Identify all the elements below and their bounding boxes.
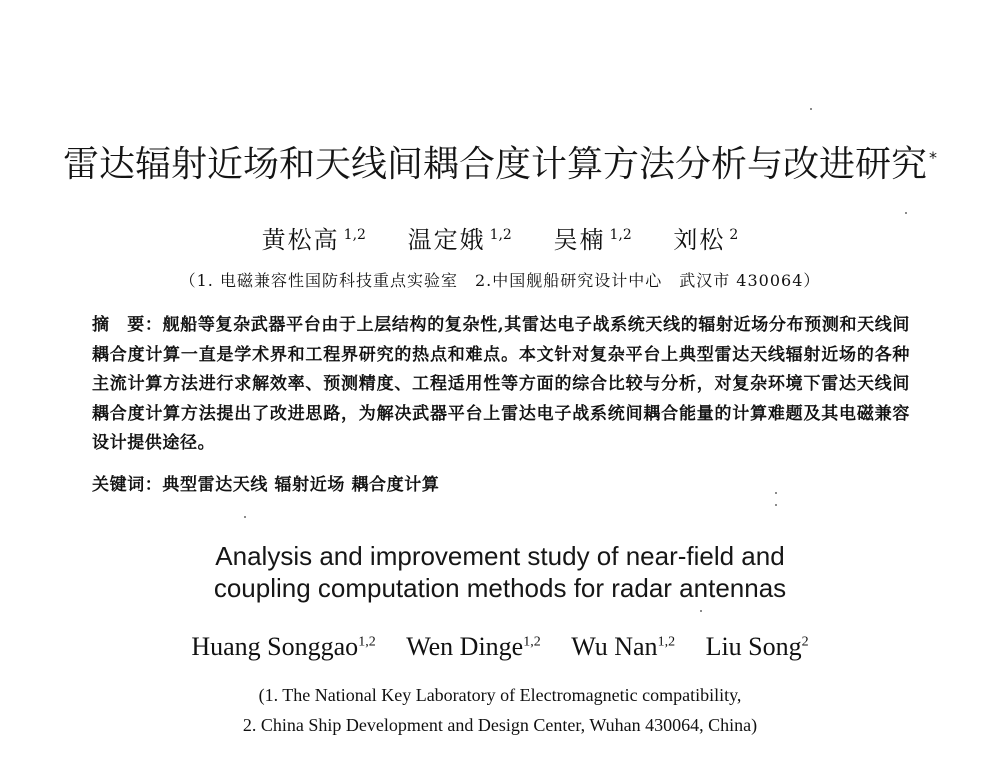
english-title [0,540,1000,604]
keywords-text: 典型雷达天线 辐射近场 耦合度计算 [162,475,440,495]
scan-speck [775,492,777,494]
chinese-author: 温定娥 $^{1,2}$ [407,226,512,254]
english-title-line: coupling computation methods for radar antennas [213,573,787,603]
title-footnote-mark: * [929,148,937,167]
chinese-authors [0,220,1000,255]
english-affiliation-line: 2. China Ship Development and Design Center, Wuhan 430064, China) [242,715,758,735]
chinese-keywords [92,470,439,495]
scan-speck [905,212,907,214]
scan-speck [700,610,702,612]
english-authors [0,632,1000,662]
chinese-abstract [92,311,910,459]
chinese-author: 黄松高 $^{1,2}$ [261,226,366,254]
chinese-title [0,136,1000,187]
english-title-line: Analysis and improvement study of near-field and [215,541,785,571]
scan-speck [775,504,777,506]
scan-speck [244,516,246,518]
scan-speck [810,108,812,110]
english-author: Liu Song$^2$ [705,632,809,661]
english-affiliation [0,680,1000,740]
english-author: Huang Songgao$^{1,2}$ [191,632,376,661]
english-affiliation-line: (1. The National Key Laboratory of Electromagnetic compatibility, [258,685,742,705]
abstract-text: 舰船等复杂武器平台由于上层结构的复杂性,其雷达电子战系统天线的辐射近场分布预测和天线间耦合度计算一直是学术界和工程界研究的热点和难点。本文针对复杂平台上典型雷达天线辐射近场的各种主流计算方法进行求解效率、预测精度、工程适用性等方面的综合比较与分析，对复杂环境下雷达天线间耦合度计算方法提出了改进思路，为解决武器平台上雷达电子战系统间耦合能量的计算难题及其电磁兼容设计提供途径。 [92,315,911,453]
english-author: Wu Nan$^{1,2}$ [571,632,676,661]
english-author: Wen Dinge$^{1,2}$ [406,632,541,661]
chinese-title-text: 雷达辐射近场和天线间耦合度计算方法分析与改进研究 [62,144,927,185]
chinese-author: 吴楠 $^{1,2}$ [553,226,632,254]
chinese-author: 刘松 $^2$ [673,226,739,254]
keywords-label: 关键词： [92,475,163,495]
chinese-affiliation: （1. 电磁兼容性国防科技重点实验室 2.中国舰船研究设计中心 武汉市 430064） [179,271,821,290]
abstract-label: 摘 要： [92,315,163,335]
